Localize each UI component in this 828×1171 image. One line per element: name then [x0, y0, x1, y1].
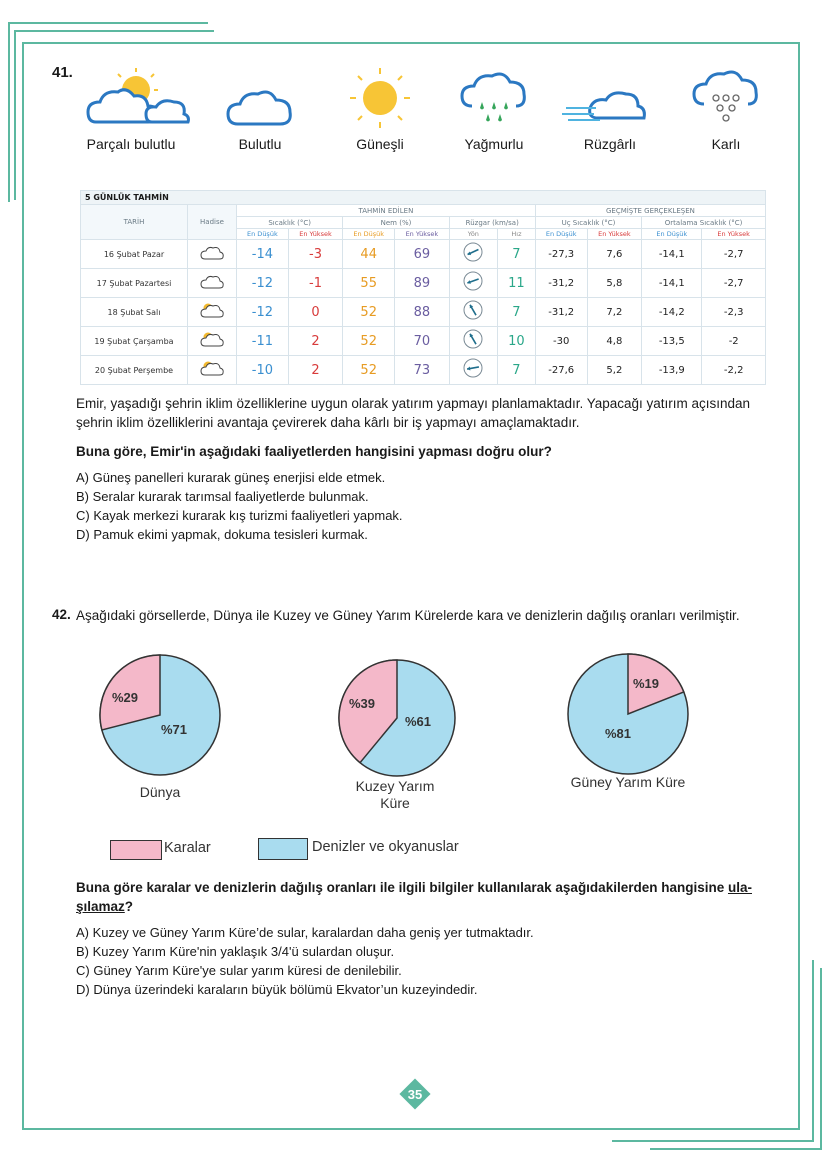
q42-intro: Aşağıdaki görsellerde, Dünya ile Kuzey ve Güney Yarım Kürelerde kara ve denizlerin dağılış oranları verilmiştir. — [76, 608, 740, 623]
cell-tmax: -1 — [288, 269, 343, 298]
cell-hmin: 52 — [343, 298, 395, 327]
predicted-header: TAHMİN EDİLEN — [237, 205, 536, 217]
cell-dir — [449, 298, 497, 327]
extreme-temp-header: Uç Sıcaklık (°C) — [535, 217, 641, 229]
cell-amin: -14,1 — [642, 269, 702, 298]
cloud-icon — [199, 243, 225, 261]
weather-item-cloudy — [210, 62, 310, 152]
cell-speed: 10 — [498, 327, 536, 356]
pie-title-world: Dünya — [139, 784, 181, 800]
page-number-badge — [398, 1077, 432, 1111]
cell-speed: 7 — [498, 356, 536, 385]
pie-land-label: %39 — [348, 696, 376, 711]
cell-amin: -14,1 — [642, 240, 702, 269]
q42-question-end: ? — [124, 899, 134, 914]
cell-event — [188, 240, 237, 269]
question-number: 42. — [52, 607, 71, 622]
avg-temp-header: Ortalama Sıcaklık (°C) — [642, 217, 766, 229]
cell-emin: -31,2 — [535, 269, 587, 298]
cell-date: 20 Şubat Perşembe — [81, 356, 188, 385]
event-header: Hadise — [188, 205, 237, 240]
cell-tmin: -14 — [237, 240, 289, 269]
cell-tmax: 0 — [288, 298, 343, 327]
forecast-row — [81, 298, 766, 327]
q42-option-c: C) Güney Yarım Küre'ye sular yarım küresi de denilebilir. — [76, 963, 402, 978]
cell-tmin: -10 — [237, 356, 289, 385]
cell-tmin: -11 — [237, 327, 289, 356]
weather-item-rainy — [444, 62, 544, 152]
pie-sea-label: %81 — [604, 726, 632, 741]
cell-date: 16 Şubat Pazar — [81, 240, 188, 269]
legend-sea-swatch — [258, 838, 308, 860]
q42-question — [76, 878, 772, 916]
max-header: En Yüksek — [395, 229, 450, 240]
rain-icon — [444, 62, 544, 132]
cloud-icon — [199, 272, 225, 290]
weather-item-sunny — [330, 62, 430, 152]
speed-header: Hız — [498, 229, 536, 240]
cell-hmax: 73 — [395, 356, 450, 385]
weather-item-snowy — [676, 62, 776, 152]
q42-option-a: A) Kuzey ve Güney Yarım Küre’de sular, karalardan daha geniş yer tutmaktadır. — [76, 925, 534, 940]
q41-question: Buna göre, Emir'in aşağıdaki faaliyetlerden hangisini yapması doğru olur? — [76, 444, 552, 459]
forecast-row — [81, 269, 766, 298]
cell-amax: -2,7 — [702, 269, 766, 298]
cell-tmax: -3 — [288, 240, 343, 269]
forecast-table — [80, 190, 766, 385]
cell-amax: -2,3 — [702, 298, 766, 327]
cell-speed: 7 — [498, 240, 536, 269]
wind-direction-icon — [462, 270, 484, 292]
cell-hmax: 89 — [395, 269, 450, 298]
pie-charts — [0, 640, 828, 790]
q42-question-underlined-2: şılamaz — [76, 899, 125, 914]
partly-cloudy-icon — [199, 330, 225, 348]
cell-hmin: 55 — [343, 269, 395, 298]
cell-emax: 7,6 — [587, 240, 642, 269]
forecast-row — [81, 327, 766, 356]
min-header: En Düşük — [343, 229, 395, 240]
cell-emax: 4,8 — [587, 327, 642, 356]
pie-title-south: Güney Yarım Küre — [570, 774, 686, 790]
q42-option-d: D) Dünya üzerindeki karaların büyük bölümü Ekvator’un kuzeyindedir. — [76, 982, 478, 997]
icon-label: Güneşli — [356, 136, 404, 152]
cell-tmax: 2 — [288, 327, 343, 356]
cell-amax: -2,7 — [702, 240, 766, 269]
icon-label: Karlı — [711, 136, 741, 152]
max-header: En Yüksek — [702, 229, 766, 240]
sun-icon — [330, 62, 430, 132]
cell-dir — [449, 356, 497, 385]
cell-emax: 7,2 — [587, 298, 642, 327]
cell-emin: -27,3 — [535, 240, 587, 269]
cell-hmax: 69 — [395, 240, 450, 269]
cell-hmax: 70 — [395, 327, 450, 356]
wind-header: Rüzgar (km/sa) — [449, 217, 535, 229]
max-header: En Yüksek — [587, 229, 642, 240]
forecast-table-title: 5 GÜNLÜK TAHMİN — [81, 191, 766, 205]
cell-dir — [449, 269, 497, 298]
q42-question-text: Buna göre karalar ve denizlerin dağılış oranları ile ilgili bilgiler kullanılarak aşağıdakilerden hangisine — [76, 880, 728, 895]
page-number: 35 — [407, 1087, 423, 1102]
icon-label: Bulutlu — [238, 136, 282, 152]
pie-sea-label: %61 — [404, 714, 432, 729]
snow-icon — [676, 62, 776, 132]
cell-event — [188, 298, 237, 327]
cell-amin: -14,2 — [642, 298, 702, 327]
observed-header: GEÇMİŞTE GERÇEKLEŞEN — [535, 205, 765, 217]
legend-sea-label: Denizler ve okyanuslar — [312, 839, 459, 855]
cell-emin: -30 — [535, 327, 587, 356]
cell-amin: -13,9 — [642, 356, 702, 385]
q41-option-a: A) Güneş panelleri kurarak güneş enerjisi elde etmek. — [76, 470, 386, 485]
weather-item-partly-cloudy — [66, 62, 196, 152]
forecast-row — [81, 356, 766, 385]
cell-tmin: -12 — [237, 269, 289, 298]
cell-amin: -13,5 — [642, 327, 702, 356]
min-header: En Düşük — [535, 229, 587, 240]
min-header: En Düşük — [642, 229, 702, 240]
pie-land-label: %29 — [111, 690, 139, 705]
max-header: En Yüksek — [288, 229, 343, 240]
cell-dir — [449, 327, 497, 356]
cell-date: 18 Şubat Salı — [81, 298, 188, 327]
cell-date: 17 Şubat Pazartesi — [81, 269, 188, 298]
cell-hmin: 52 — [343, 356, 395, 385]
cell-event — [188, 269, 237, 298]
q41-option-b: B) Seralar kurarak tarımsal faaliyetlerde bulunmak. — [76, 489, 369, 504]
q41-option-c: C) Kayak merkezi kurarak kış turizmi faaliyetleri yapmak. — [76, 508, 403, 523]
humidity-header: Nem (%) — [343, 217, 449, 229]
cell-event — [188, 327, 237, 356]
icon-label: Parçalı bulutlu — [86, 136, 176, 152]
weather-item-windy — [560, 62, 660, 152]
wind-direction-icon — [462, 328, 484, 350]
cell-hmin: 52 — [343, 327, 395, 356]
cell-amax: -2,2 — [702, 356, 766, 385]
pie-land-label: %19 — [632, 676, 660, 691]
question-number: 41. — [52, 64, 73, 81]
legend-land-label: Karalar — [164, 840, 211, 856]
pie-title-north: Kuzey Yarım Küre — [355, 778, 435, 811]
legend-land-swatch — [110, 840, 162, 860]
cell-speed: 7 — [498, 298, 536, 327]
partly-cloudy-icon — [199, 359, 225, 377]
cell-dir — [449, 240, 497, 269]
cell-amax: -2 — [702, 327, 766, 356]
icon-label: Yağmurlu — [464, 136, 524, 152]
cell-event — [188, 356, 237, 385]
icon-label: Rüzgârlı — [583, 136, 637, 152]
cell-hmin: 44 — [343, 240, 395, 269]
cell-tmax: 2 — [288, 356, 343, 385]
cell-emax: 5,2 — [587, 356, 642, 385]
direction-header: Yön — [449, 229, 497, 240]
cell-date: 19 Şubat Çarşamba — [81, 327, 188, 356]
q42-option-b: B) Kuzey Yarım Küre'nin yaklaşık 3/4'ü sulardan oluşur. — [76, 944, 395, 959]
cell-hmax: 88 — [395, 298, 450, 327]
cell-tmin: -12 — [237, 298, 289, 327]
partly-cloudy-icon — [199, 301, 225, 319]
cell-emax: 5,8 — [587, 269, 642, 298]
wind-direction-icon — [462, 299, 484, 321]
pie-sea-label: %71 — [160, 722, 188, 737]
forecast-row — [81, 240, 766, 269]
q42-question-underlined-1: ula- — [727, 880, 752, 895]
cell-emin: -27,6 — [535, 356, 587, 385]
q41-paragraph: Emir, yaşadığı şehrin iklim özelliklerine uygun olarak yatırım yapmayı planlamaktadır. Yapacağı yatırım açısından şehrin iklim özelliklerini avantaja çevirerek daha kârlı bir iş yapmayı amaçlamaktadır. — [76, 396, 751, 430]
cell-emin: -31,2 — [535, 298, 587, 327]
date-header: TARİH — [81, 205, 188, 240]
wind-direction-icon — [462, 241, 484, 263]
wind-icon — [560, 62, 660, 132]
min-header: En Düşük — [237, 229, 289, 240]
wind-direction-icon — [462, 357, 484, 379]
temp-header: Sıcaklık (°C) — [237, 217, 343, 229]
q41-option-d: D) Pamuk ekimi yapmak, dokuma tesisleri kurmak. — [76, 527, 368, 542]
cloud-icon — [210, 62, 310, 132]
cell-speed: 11 — [498, 269, 536, 298]
partly-cloudy-icon — [66, 62, 196, 132]
